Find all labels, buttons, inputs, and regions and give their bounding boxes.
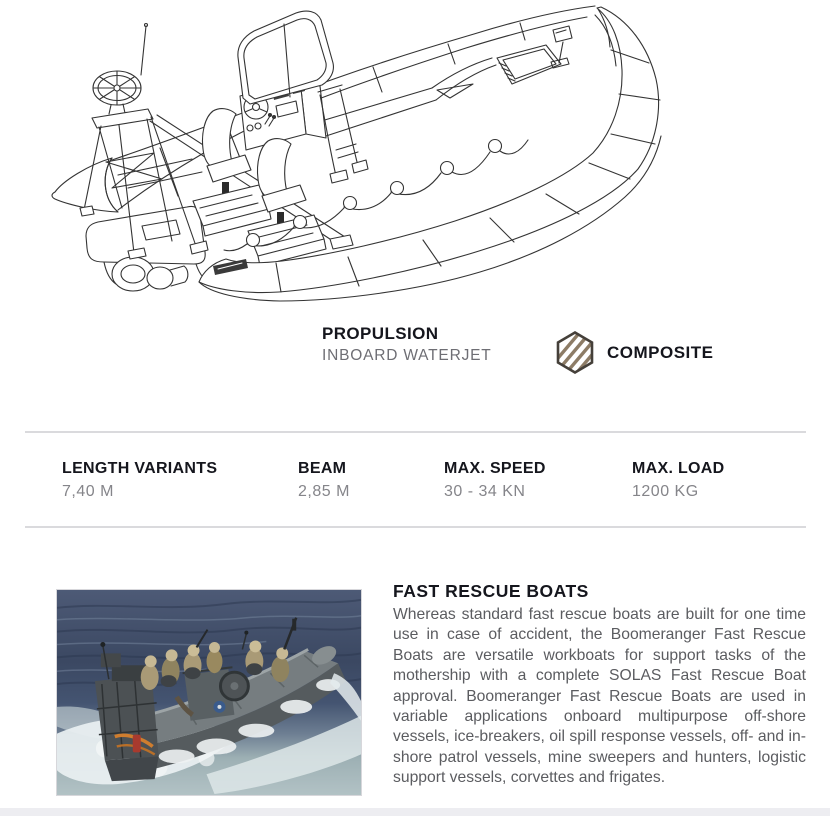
divider-bottom: [25, 526, 806, 528]
stern-platform: [86, 206, 205, 291]
propulsion-title: PROPULSION: [322, 324, 439, 343]
boat-line-drawing: [0, 0, 830, 320]
spec-value: 2,85 M: [298, 483, 350, 500]
section-title: FAST RESCUE BOATS: [393, 581, 589, 601]
page-footer-strip: [0, 808, 830, 816]
spec-value: 1200 KG: [632, 483, 699, 500]
fast-rescue-boat-photo: [56, 589, 362, 796]
spec-label: LENGTH VARIANTS: [62, 460, 218, 477]
composite-hexagon-icon: [556, 331, 594, 374]
material-label: COMPOSITE: [607, 342, 714, 362]
spec-label: MAX. SPEED: [444, 460, 546, 477]
propulsion-feature: [322, 324, 492, 365]
helm-console: [238, 11, 368, 183]
spec-max-speed: [444, 459, 546, 502]
spec-label: MAX. LOAD: [632, 460, 725, 477]
fast-rescue-boats-section: [393, 580, 806, 789]
section-body: Whereas standard fast rescue boats are built for one time use in case of accident, the Boomeranger Fast Rescue Boats are versatile workboats for support tasks of the mothership with a complete SOLAS Fast Rescue Boat approval. Boomeranger Fast Rescue Boats are used in variable applications onboard multipurpose off-shore vessels, ice-breakers, oil spill response vessels, off- and in-shore patrol vessels, mine sweepers and hunters, logistic support vessels, corvettes and frigates.: [393, 606, 806, 787]
spec-max-load: [632, 459, 724, 502]
spec-value: 7,40 M: [62, 483, 114, 500]
spec-beam: [298, 459, 350, 502]
propulsion-subtitle: INBOARD WATERJET: [322, 347, 492, 364]
divider-top: [25, 431, 806, 433]
spec-value: 30 - 34 KN: [444, 483, 526, 500]
material-feature: [556, 331, 714, 374]
spec-label: BEAM: [298, 460, 347, 477]
spec-length-variants: [62, 459, 217, 502]
